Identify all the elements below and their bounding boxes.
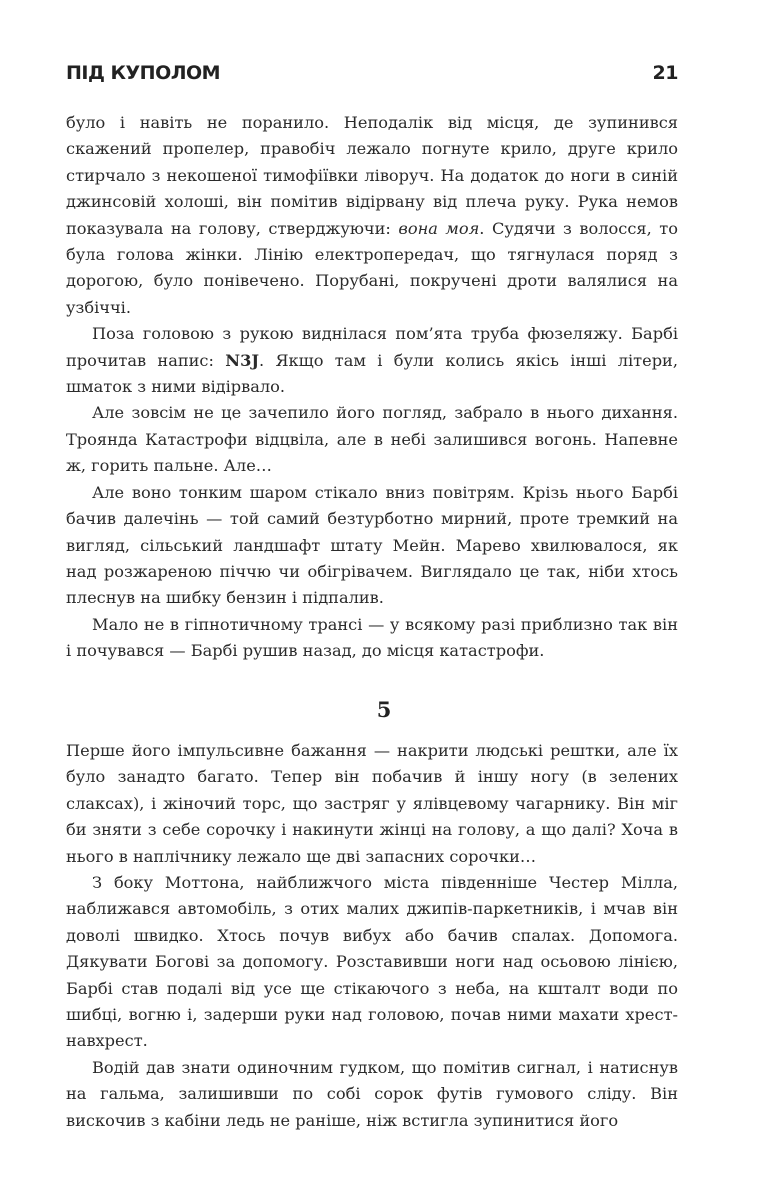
registration-code: N3J <box>225 350 259 370</box>
paragraph-text: було і навіть не поранило. Неподалік від місця, де зупинився скажений пропелер, правобіч лежало погнуте крило, друге крило стирчало з некошеної тимофіївки ліворуч. На додаток до ноги в синій джинсовій холоші, він помітив відірвану від плеча руку. Рука немов показувала на голову, стверджуючи: <box>66 113 678 238</box>
running-header <box>66 62 678 88</box>
paragraph-text: . Судячи з волосся, то була голова жінки. Лінію електропередач, що тягнулася поряд з дорогою, було понівечено. Порубані, покручені дроти валялися на узбіччі. <box>66 218 678 317</box>
page-number: 21 <box>652 62 678 84</box>
paragraph <box>66 110 678 321</box>
paragraph: Мало не в гіпнотичному трансі — у всякому разі приблизно так він і почувався — Барбі рушив назад, до місця катастрофи. <box>66 614 678 661</box>
paragraph: Але воно тонким шаром стікало вниз повітрям. Крізь нього Барбі бачив далечінь — той самий безтурботно мирний, проте тремкий на вигляд, сільський ландшафт штату Мейн. Марево хвилювалося, як над розжареною піччю чи обігрівачем. Виглядало це так, ніби хтось плеснув на шибку бензин і підпалив. <box>66 482 678 608</box>
paragraph: Перше його імпульсивне бажання — накрити людські рештки, але їх було занадто багато. Тепер він побачив й іншу ногу (в зелених слаксах), і жіночий торс, що застряг у ялівцевому чагарнику. Він міг би зняти з себе сорочку і накинути жінці на голову, а що далі? Хоча в нього в наплічнику лежало ще дві запасних сорочки… <box>66 741 678 866</box>
paragraph: З боку Моттона, найближчого міста південніше Честер Мілла, наближався автомобіль, з отих малих джипів-паркетників, і мчав він доволі швидко. Хтось почув вибух або бачив спалах. Допомога. Дякувати Богові за допомогу. Розставивши ноги над осьовою лінією, Барбі став подалі від усе ще стікаючого з неба, на кшталт води по шибці, вогню і, задерши руки над головою, почав ними махати хрест-навхрест. <box>66 873 678 1051</box>
text-block-bottom <box>66 738 678 1134</box>
section-number: 5 <box>376 697 392 722</box>
paragraph <box>66 321 678 400</box>
emphasis-text: вона моя <box>398 218 480 238</box>
paragraph-text: . Якщо там і були колись якісь інші літери, шматок з ними відірвало. <box>66 350 678 397</box>
book-title: ПІД КУПОЛОМ <box>66 62 221 84</box>
paragraph-text: Поза головою з рукою виднілася пом’ята труба фюзеляжу. Барбі прочитав напис: <box>66 324 678 370</box>
paragraph: Водій дав знати одиночним гудком, що помітив сигнал, і натиснув на гальма, залишивши по собі сорок футів гумового сліду. Він вискочив з кабіни ледь не раніше, ніж встигла зупинитися його <box>66 1057 678 1130</box>
paragraph: Але зовсім не це зачепило його погляд, забрало в нього дихання. Троянда Катастрофи відцвіла, але в небі залишився вогонь. Напевне ж, горить пальне. Але… <box>66 403 678 476</box>
text-block-top <box>66 110 678 665</box>
